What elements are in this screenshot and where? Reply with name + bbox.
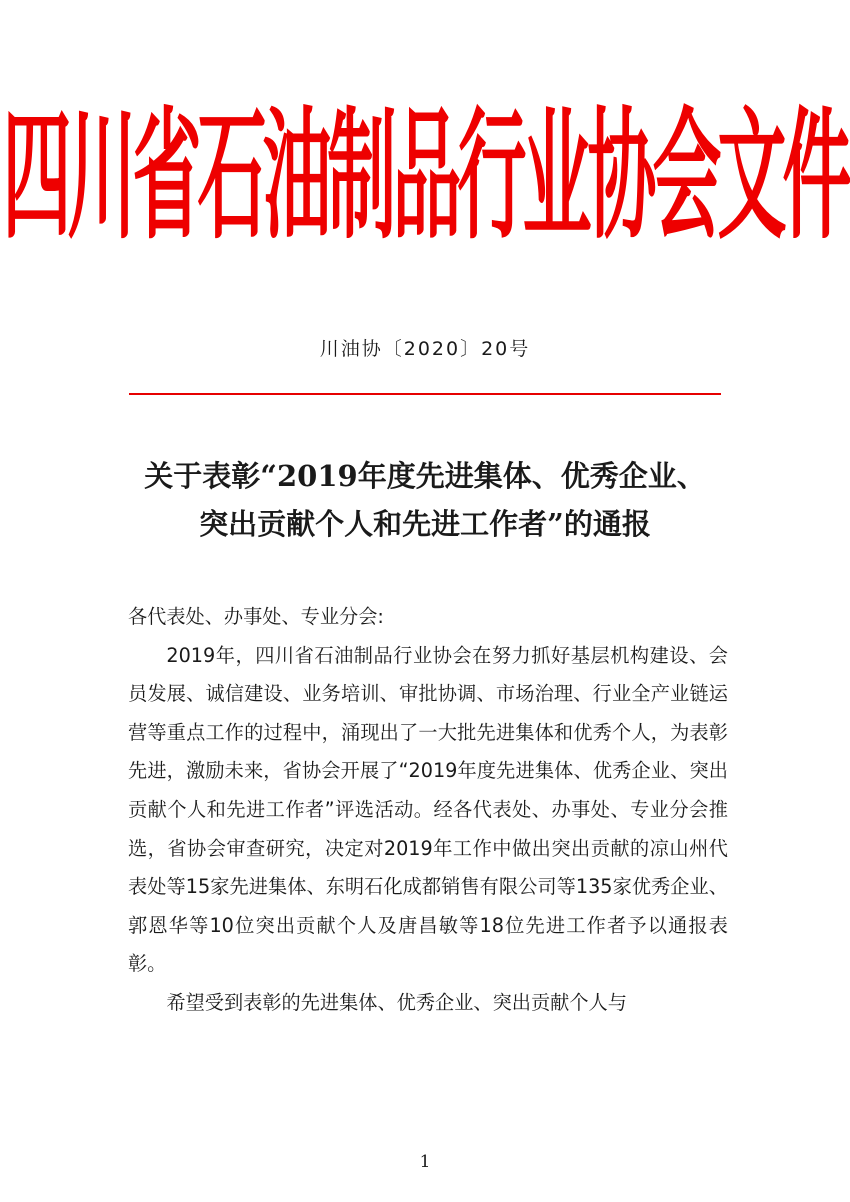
document-title xyxy=(0,452,850,548)
body-paragraph-2: 希望受到表彰的先进集体、优秀企业、突出贡献个人与 xyxy=(166,990,627,1014)
body-paragraph-1: 2019年，四川省石油制品行业协会在努力抓好基层机构建设、会员发展、诚信建设、业务培训、审批协调、市场治理、行业全产业链运营等重点工作的过程中，涌现出了一大批先进集体和优秀个人，为表彰先进，激励未来，省协会开展了“2019年度先进集体、优秀企业、突出贡献个人和先进工作者”评选活动。经各代表处、办事处、专业分会推选，省协会审查研究，决定对2019年工作中做出突出贡献的凉山州代表处等15家先进集体、东明石化成都销售有限公司等135家优秀企业、郭恩华等10位突出贡献个人及唐昌敏等18位先进工作者予以通报表彰。 xyxy=(128,643,728,976)
page-number: 1 xyxy=(419,1152,431,1172)
document-body xyxy=(128,598,728,1023)
red-separator-line xyxy=(129,393,721,395)
document-title-line-1: 关于表彰“2019年度先进集体、优秀企业、 xyxy=(144,459,706,493)
salutation: 各代表处、办事处、专业分会: xyxy=(128,605,384,628)
masthead-title: 四川省石油制品行业协会文件 xyxy=(2,95,848,260)
document-title-line-2: 突出贡献个人和先进工作者”的通报 xyxy=(199,507,651,541)
document-number: 川油协〔2020〕20号 xyxy=(319,338,531,360)
